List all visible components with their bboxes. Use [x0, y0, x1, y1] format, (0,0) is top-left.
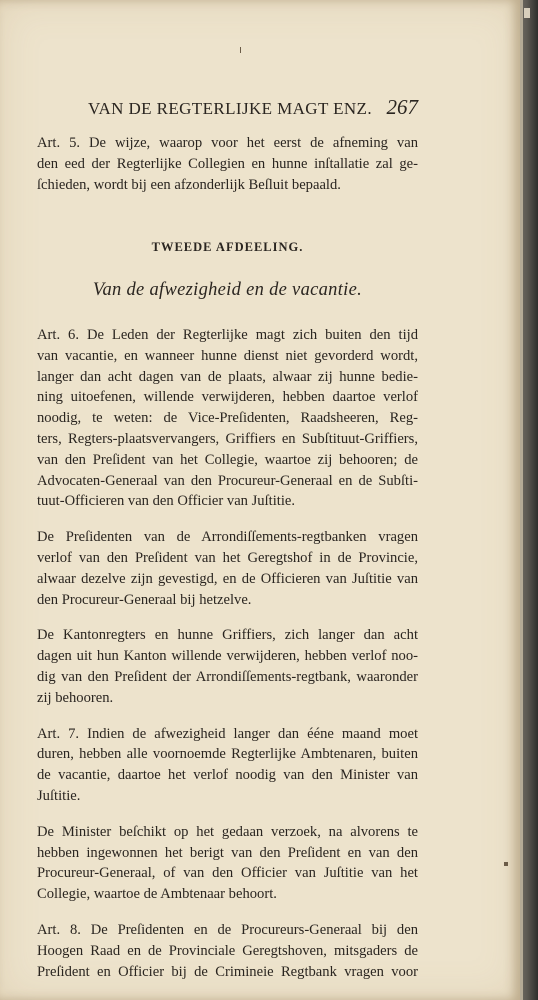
paragraph: [37, 133, 418, 195]
text-line: dig van den Preſident der Arrondiſſements-regtbank, waaronder: [37, 668, 418, 685]
text-line: Art. 5. De wijze, waarop voor het eerst de afneming van: [37, 135, 418, 151]
section-title: Van de afwezigheid en de vacantie.: [92, 280, 363, 301]
paragraph-gap: [37, 512, 418, 527]
spine-mark: [524, 8, 530, 18]
page-header: [88, 95, 418, 123]
text-line: de vacantie, daartoe het verlof noodig van den Minister van: [37, 767, 418, 784]
ink-speck: [240, 47, 241, 53]
paragraph-gap: [37, 905, 418, 920]
paragraph: [37, 920, 418, 982]
text-line: ters, Regters-plaatsvervangers, Griffiers en Subſtituut-Griffiers,: [37, 430, 418, 447]
text-line: den eed der Regterlijke Collegien en hunne inſtallatie zal ge-: [37, 155, 418, 172]
text-line: ſchieden, wordt bij een afzonderlijk Beſluit bepaald.: [37, 176, 341, 193]
section-heading: TWEEDE AFDEELING.: [151, 240, 304, 255]
text-line: dagen uit hun Kanton willende verwijderen, hebben verlof noo-: [37, 648, 418, 665]
page-number: 267: [386, 95, 418, 119]
ink-speck: [504, 862, 508, 866]
text-line: den Procureur-Generaal bij hetzelve.: [37, 591, 252, 608]
text-line: duren, hebben alle voornoemde Regterlijke Ambtenaren, buiten: [37, 746, 418, 763]
page-gutter: [520, 0, 538, 1000]
text-line: zij behooren.: [37, 689, 114, 706]
text-line: Procureur-Generaal, of van den Officier van Juſtitie van het: [37, 865, 418, 882]
text-line: ning uitoefenen, willende verwijderen, hebben daartoe verlof: [37, 389, 418, 406]
paragraphs-after-section: [37, 325, 418, 982]
paragraph-gap: [37, 610, 418, 625]
paragraph: [37, 822, 418, 905]
paragraph-gap: [37, 709, 418, 724]
text-line: Art. 8. De Preſidenten en de Procureurs-Generaal bij den: [37, 921, 418, 938]
paragraph: [37, 625, 418, 708]
text-line: hebben ingewonnen het berigt van den Preſident en van den: [37, 844, 418, 861]
text-line: verlof van den Preſident van het Geregtshof in de Provincie,: [37, 549, 418, 566]
text-line: van vacantie, en wanneer hunne dienst niet gevorderd wordt,: [37, 347, 418, 364]
text-line: noodig, te weten: de Vice-Preſidenten, Raadsheeren, Reg-: [37, 410, 418, 427]
paragraph: [37, 527, 418, 610]
paragraph-gap: [37, 807, 418, 822]
paragraph: [37, 325, 418, 512]
body-text: [37, 133, 418, 982]
text-line: Collegie, waartoe de Ambtenaar behoort.: [37, 886, 277, 903]
running-head: VAN DE REGTERLIJKE MAGT ENZ.: [88, 99, 372, 118]
text-line: De Kantonregters en hunne Griffiers, zich langer dan acht: [37, 627, 418, 644]
paragraph: [37, 724, 418, 807]
text-line: Hoogen Raad en de Provinciale Geregtshoven, mitsgaders de: [37, 942, 418, 959]
text-line: tuut-Officieren van den Officier van Juſtitie.: [37, 493, 296, 510]
text-line: van den Preſident van het Collegie, waartoe zij behooren; de: [37, 451, 418, 468]
paragraphs-before-section: [37, 133, 418, 195]
text-line: langer dan acht dagen van de plaats, alwaar zij hunne bedie-: [37, 368, 418, 385]
text-line: De Preſidenten van de Arrondiſſements-regtbanken vragen: [37, 529, 418, 546]
text-line: Art. 7. Indien de afwezigheid langer dan ééne maand moet: [37, 725, 418, 742]
text-line: De Minister beſchikt op het gedaan verzoek, na alvorens te: [37, 823, 418, 840]
text-line: Preſident en Officier bij de Crimineie Regtbank vragen voor: [37, 963, 418, 980]
text-line: Art. 6. De Leden der Regterlijke magt zich buiten den tijd: [37, 326, 418, 343]
text-line: alwaar dezelve zijn gevestigd, en de Officieren van Juſtitie van: [37, 570, 418, 587]
text-line: Advocaten-Generaal van den Procureur-Generaal en de Subſti-: [37, 472, 418, 489]
text-line: Juſtitie.: [37, 787, 81, 804]
